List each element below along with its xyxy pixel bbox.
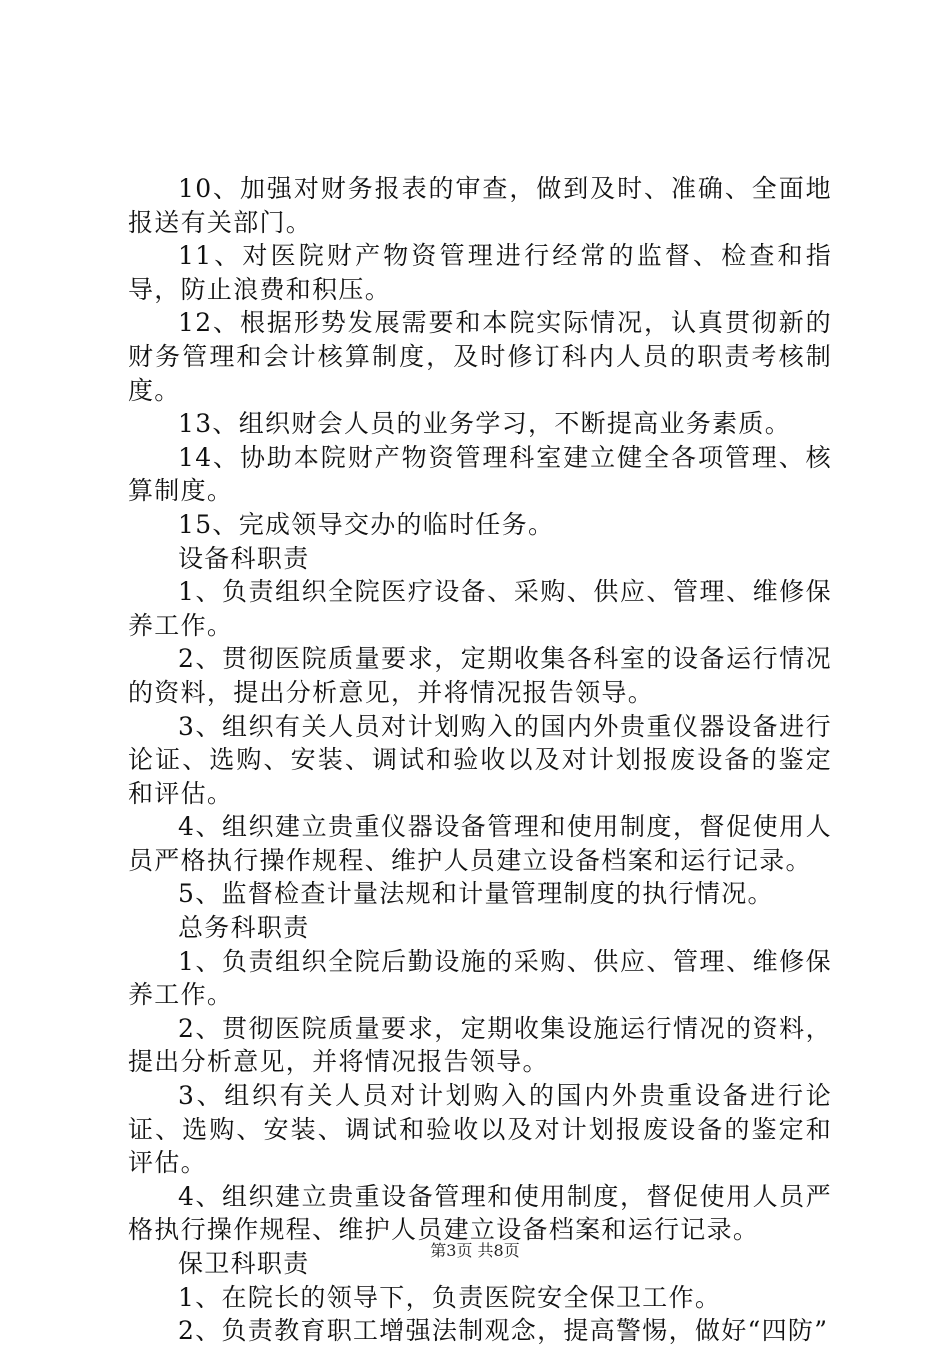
section-heading-equipment: 设备科职责 xyxy=(178,543,310,573)
list-item: 1、负责组织全院医疗设备、采购、供应、管理、维修保养工作。 xyxy=(128,577,832,640)
section-heading-security: 保卫科职责 xyxy=(178,1249,310,1278)
list-item: 15、完成领导交办的临时任务。 xyxy=(178,509,555,539)
section-heading-general-affairs: 总务科职责 xyxy=(178,913,310,943)
list-item: 5、监督检查计量法规和计量管理制度的执行情况。 xyxy=(178,879,774,909)
page-number-footer: 第3页 共8页 xyxy=(430,1241,520,1260)
list-item: 1、负责组织全院后勤设施的采购、供应、管理、维修保养工作。 xyxy=(128,946,832,1010)
list-item: 4、组织建立贵重仪器设备管理和使用制度，督促使用人员严格执行操作规程、维护人员建立设备档案和运行记录。 xyxy=(128,812,832,875)
list-item: 11、对医院财产物资管理进行经常的监督、检查和指导，防止浪费和积压。 xyxy=(128,241,832,304)
list-item: 2、负责教育职工增强法制观念，提高警惕，做好“四防” xyxy=(178,1316,829,1346)
list-item: 1、在院长的领导下，负责医院安全保卫工作。 xyxy=(178,1282,722,1312)
list-item: 2、贯彻医院质量要求，定期收集设施运行情况的资料，提出分析意见，并将情况报告领导。 xyxy=(128,1013,832,1077)
list-item: 2、贯彻医院质量要求，定期收集各科室的设备运行情况的资料，提出分析意见，并将情况报告领导。 xyxy=(128,644,832,707)
list-item: 12、根据形势发展需要和本院实际情况，认真贯彻新的财务管理和会计核算制度，及时修订科内人员的职责考核制度。 xyxy=(128,308,832,405)
list-item: 3、组织有关人员对计划购入的国内外贵重仪器设备进行论证、选购、安装、调试和验收以及对计划报废设备的鉴定和评估。 xyxy=(128,711,832,808)
document-body xyxy=(128,172,832,1348)
list-item: 13、组织财会人员的业务学习，不断提高业务素质。 xyxy=(178,409,792,439)
list-item: 14、协助本院财产物资管理科室建立健全各项管理、核算制度。 xyxy=(128,442,832,506)
list-item: 4、组织建立贵重设备管理和使用制度，督促使用人员严格执行操作规程、维护人员建立设备档案和运行记录。 xyxy=(128,1181,832,1245)
list-item: 10、加强对财务报表的审查，做到及时、准确、全面地报送有关部门。 xyxy=(128,174,832,237)
list-item: 3、组织有关人员对计划购入的国内外贵重设备进行论证、选购、安装、调试和验收以及对计划报废设备的鉴定和评估。 xyxy=(128,1081,832,1178)
